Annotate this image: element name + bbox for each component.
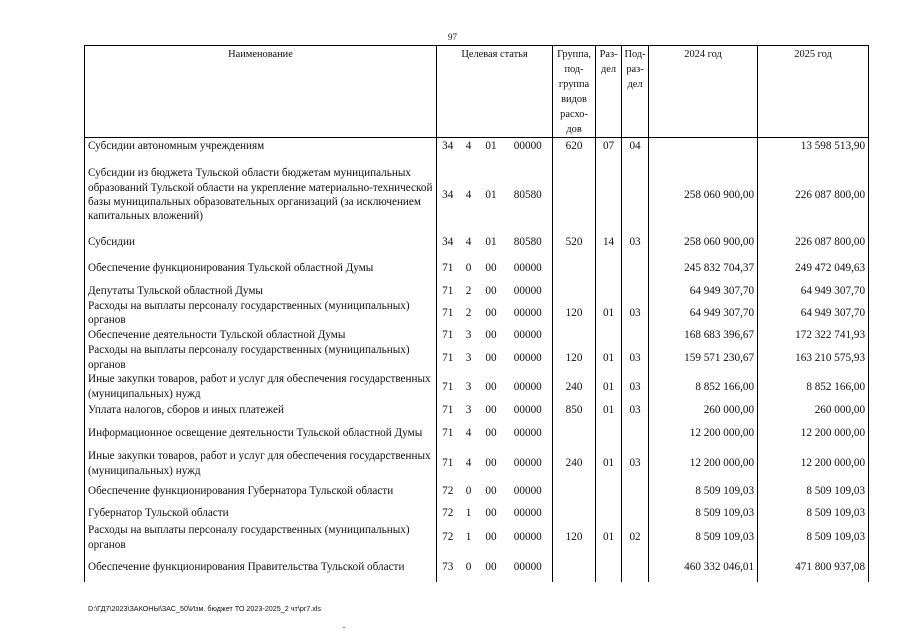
- table-row: [85, 372, 869, 401]
- section-code: [596, 480, 622, 503]
- table-row: [85, 447, 869, 480]
- target-code-2: 1: [465, 506, 472, 519]
- section-code: [596, 327, 622, 343]
- expense-group: 120: [553, 523, 596, 552]
- target-code-1: 71: [437, 372, 459, 401]
- target-code-1: 34: [437, 154, 459, 231]
- subsection-code: 03: [622, 343, 649, 372]
- budget-table: [84, 45, 869, 582]
- target-code-2: 4: [465, 139, 472, 152]
- target-code-3: 01: [485, 139, 497, 152]
- row-name: Иные закупки товаров, работ и услуг для обеспечения государственных (муниципальных) нужд: [85, 447, 437, 480]
- target-code-4: 00000: [513, 306, 542, 319]
- row-name: Расходы на выплаты персоналу государственных (муниципальных) органов: [85, 523, 437, 552]
- expense-group: [553, 480, 596, 503]
- target-code-4: 80580: [513, 188, 542, 201]
- subsection-code: [622, 552, 649, 582]
- subsection-code: [622, 255, 649, 279]
- target-code-1: 73: [437, 552, 459, 582]
- section-code: 01: [596, 447, 622, 480]
- amount-2025: 226 087 800,00: [758, 231, 869, 255]
- target-code-2: 3: [465, 403, 472, 416]
- target-code-4: 00000: [513, 261, 542, 274]
- expense-group: 620: [553, 138, 596, 154]
- section-code: 01: [596, 523, 622, 552]
- amount-2024: 64 949 307,70: [649, 299, 758, 328]
- target-code-4: 00000: [513, 329, 542, 342]
- target-code-3: 00: [485, 457, 497, 470]
- target-code-4: 00000: [513, 351, 542, 364]
- expense-group: [553, 419, 596, 447]
- target-code-3: 00: [485, 403, 497, 416]
- row-name: Обеспечение деятельности Тульской областной Думы: [85, 327, 437, 343]
- target-code-3: 00: [485, 485, 497, 498]
- target-code-1: 71: [437, 419, 459, 447]
- target-code-1: 34: [437, 138, 459, 154]
- subsection-code: 03: [622, 447, 649, 480]
- target-code-4: 00000: [513, 560, 542, 573]
- row-name: Субсидии: [85, 231, 437, 255]
- target-code-3: 01: [485, 188, 497, 201]
- target-code-1: 71: [437, 401, 459, 419]
- amount-2024: 168 683 396,67: [649, 327, 758, 343]
- section-code: [596, 419, 622, 447]
- row-name: Иные закупки товаров, работ и услуг для обеспечения государственных (муниципальных) нужд: [85, 372, 437, 401]
- target-code-1: 71: [437, 299, 459, 328]
- header-year-2024: 2024 год: [649, 46, 758, 138]
- target-code-2: 2: [465, 284, 472, 297]
- target-code-4: 80580: [513, 236, 542, 249]
- subsection-code: 03: [622, 231, 649, 255]
- table-row: [85, 552, 869, 582]
- target-code-4: 00000: [513, 457, 542, 470]
- amount-2024: 12 200 000,00: [649, 419, 758, 447]
- amount-2025: 249 472 049,63: [758, 255, 869, 279]
- amount-2024: 460 332 046,01: [649, 552, 758, 582]
- header-year-2025: 2025 год: [758, 46, 869, 138]
- amount-2024: 8 509 109,03: [649, 480, 758, 503]
- amount-2024: 8 852 166,00: [649, 372, 758, 401]
- subsection-code: [622, 327, 649, 343]
- target-code-3: 00: [485, 329, 497, 342]
- table-row: [85, 401, 869, 419]
- row-name: Расходы на выплаты персоналу государственных (муниципальных) органов: [85, 343, 437, 372]
- header-row: [85, 46, 869, 138]
- expense-group: 850: [553, 401, 596, 419]
- section-code: [596, 552, 622, 582]
- target-code-4: 00000: [513, 380, 542, 393]
- target-code-1: 71: [437, 327, 459, 343]
- expense-group: [553, 327, 596, 343]
- table-row: [85, 231, 869, 255]
- section-code: 01: [596, 343, 622, 372]
- table-header: [85, 46, 869, 138]
- target-code-3: 00: [485, 380, 497, 393]
- row-name: Уплата налогов, сборов и иных платежей: [85, 401, 437, 419]
- section-code: 07: [596, 138, 622, 154]
- expense-group: 120: [553, 343, 596, 372]
- row-name: Обеспечение функционирования Губернатора Тульской области: [85, 480, 437, 503]
- amount-2025: 8 509 109,03: [758, 523, 869, 552]
- target-code-3: 00: [485, 306, 497, 319]
- subsection-code: 02: [622, 523, 649, 552]
- target-code-3: 00: [485, 560, 497, 573]
- target-code-1: 71: [437, 279, 459, 299]
- amount-2024: 258 060 900,00: [649, 231, 758, 255]
- target-code-1: 72: [437, 480, 459, 503]
- target-code-2: 4: [465, 426, 472, 439]
- target-code-2: 4: [465, 188, 472, 201]
- amount-2025: 13 598 513,90: [758, 138, 869, 154]
- amount-2024: 245 832 704,37: [649, 255, 758, 279]
- subsection-code: [622, 419, 649, 447]
- table-row: [85, 327, 869, 343]
- page-number: 97: [448, 32, 457, 42]
- row-name: Информационное освещение деятельности Тульской областной Думы: [85, 419, 437, 447]
- budget-table-container: [84, 45, 866, 582]
- header-subsection: Под- раз- дел: [622, 46, 649, 138]
- amount-2025: 471 800 937,08: [758, 552, 869, 582]
- amount-2024: [649, 138, 758, 154]
- target-code-4: 00000: [513, 485, 542, 498]
- target-code-4: 00000: [513, 284, 542, 297]
- target-code-3: 00: [485, 284, 497, 297]
- target-code-1: 71: [437, 343, 459, 372]
- target-code-2: 0: [465, 485, 472, 498]
- table-row: [85, 523, 869, 552]
- expense-group: [553, 154, 596, 231]
- target-code-4: 00000: [513, 426, 542, 439]
- target-code-4: 00000: [513, 531, 542, 544]
- amount-2024: 64 949 307,70: [649, 279, 758, 299]
- table-row: [85, 480, 869, 503]
- table-row: [85, 279, 869, 299]
- header-group: Группа, под- группа видов расхо- дов: [553, 46, 596, 138]
- expense-group: [553, 503, 596, 523]
- amount-2024: 12 200 000,00: [649, 447, 758, 480]
- amount-2025: 64 949 307,70: [758, 279, 869, 299]
- amount-2024: 260 000,00: [649, 401, 758, 419]
- amount-2024: 8 509 109,03: [649, 503, 758, 523]
- subsection-code: 03: [622, 372, 649, 401]
- table-row: [85, 503, 869, 523]
- target-code-2: 1: [465, 531, 472, 544]
- header-section: Раз- дел: [596, 46, 622, 138]
- amount-2025: 12 200 000,00: [758, 447, 869, 480]
- table-row: [85, 255, 869, 279]
- expense-group: 520: [553, 231, 596, 255]
- row-name: Депутаты Тульской областной Думы: [85, 279, 437, 299]
- subsection-code: [622, 279, 649, 299]
- section-code: [596, 255, 622, 279]
- target-code-4: 00000: [513, 403, 542, 416]
- amount-2025: 163 210 575,93: [758, 343, 869, 372]
- target-code-1: 34: [437, 231, 459, 255]
- amount-2025: 172 322 741,93: [758, 327, 869, 343]
- amount-2024: 8 509 109,03: [649, 523, 758, 552]
- target-code-2: 4: [465, 236, 472, 249]
- target-code-2: 0: [465, 560, 472, 573]
- target-code-2: 3: [465, 351, 472, 364]
- table-row: [85, 343, 869, 372]
- target-code-3: 00: [485, 351, 497, 364]
- table-row: [85, 299, 869, 328]
- row-name: Обеспечение функционирования Правительства Тульской области: [85, 552, 437, 582]
- target-code-1: 71: [437, 255, 459, 279]
- expense-group: 120: [553, 299, 596, 328]
- amount-2025: 260 000,00: [758, 401, 869, 419]
- section-code: [596, 503, 622, 523]
- page-mark: [343, 627, 345, 628]
- table-body: [85, 138, 869, 582]
- section-code: 01: [596, 372, 622, 401]
- row-name: Субсидии автономным учреждениям: [85, 138, 437, 154]
- amount-2025: 12 200 000,00: [758, 419, 869, 447]
- table-row: [85, 419, 869, 447]
- row-name: Губернатор Тульской области: [85, 503, 437, 523]
- amount-2025: 8 509 109,03: [758, 480, 869, 503]
- expense-group: [553, 552, 596, 582]
- expense-group: [553, 255, 596, 279]
- table-row: [85, 138, 869, 154]
- amount-2024: 159 571 230,67: [649, 343, 758, 372]
- amount-2024: 258 060 900,00: [649, 154, 758, 231]
- header-name: Наименование: [85, 46, 437, 138]
- target-code-1: 72: [437, 503, 459, 523]
- amount-2025: 8 852 166,00: [758, 372, 869, 401]
- section-code: 01: [596, 401, 622, 419]
- subsection-code: 03: [622, 401, 649, 419]
- section-code: 14: [596, 231, 622, 255]
- section-code: [596, 154, 622, 231]
- section-code: 01: [596, 299, 622, 328]
- subsection-code: 03: [622, 299, 649, 328]
- target-code-3: 00: [485, 531, 497, 544]
- target-code-2: 3: [465, 329, 472, 342]
- amount-2025: 8 509 109,03: [758, 503, 869, 523]
- target-code-4: 00000: [513, 139, 542, 152]
- row-name: Обеспечение функционирования Тульской областной Думы: [85, 255, 437, 279]
- row-name: Расходы на выплаты персоналу государственных (муниципальных) органов: [85, 299, 437, 328]
- file-path-footer: D:\ГД7\2023\ЗАКОНЫ\ЗАС_50\Изм. бюджет ТО 2023-2025_2 чт\pr7.xls: [88, 604, 321, 613]
- target-code-3: 00: [485, 261, 497, 274]
- header-target-article: Целевая статья: [437, 46, 553, 138]
- target-code-3: 01: [485, 236, 497, 249]
- target-code-2: 4: [465, 457, 472, 470]
- target-code-2: 0: [465, 261, 472, 274]
- target-code-2: 2: [465, 306, 472, 319]
- amount-2025: 64 949 307,70: [758, 299, 869, 328]
- target-code-3: 00: [485, 426, 497, 439]
- row-name: Субсидии из бюджета Тульской области бюджетам муниципальных образований Тульской области на укрепление материально-технической базы муниципальных образовательных организаций (за исключением капитальных вложений): [85, 154, 437, 231]
- expense-group: 240: [553, 447, 596, 480]
- subsection-code: [622, 480, 649, 503]
- subsection-code: [622, 154, 649, 231]
- target-code-4: 00000: [513, 506, 542, 519]
- subsection-code: [622, 503, 649, 523]
- subsection-code: 04: [622, 138, 649, 154]
- amount-2025: 226 087 800,00: [758, 154, 869, 231]
- target-code-1: 71: [437, 447, 459, 480]
- expense-group: 240: [553, 372, 596, 401]
- target-code-3: 00: [485, 506, 497, 519]
- target-code-1: 72: [437, 523, 459, 552]
- target-code-2: 3: [465, 380, 472, 393]
- expense-group: [553, 279, 596, 299]
- section-code: [596, 279, 622, 299]
- table-row: [85, 154, 869, 231]
